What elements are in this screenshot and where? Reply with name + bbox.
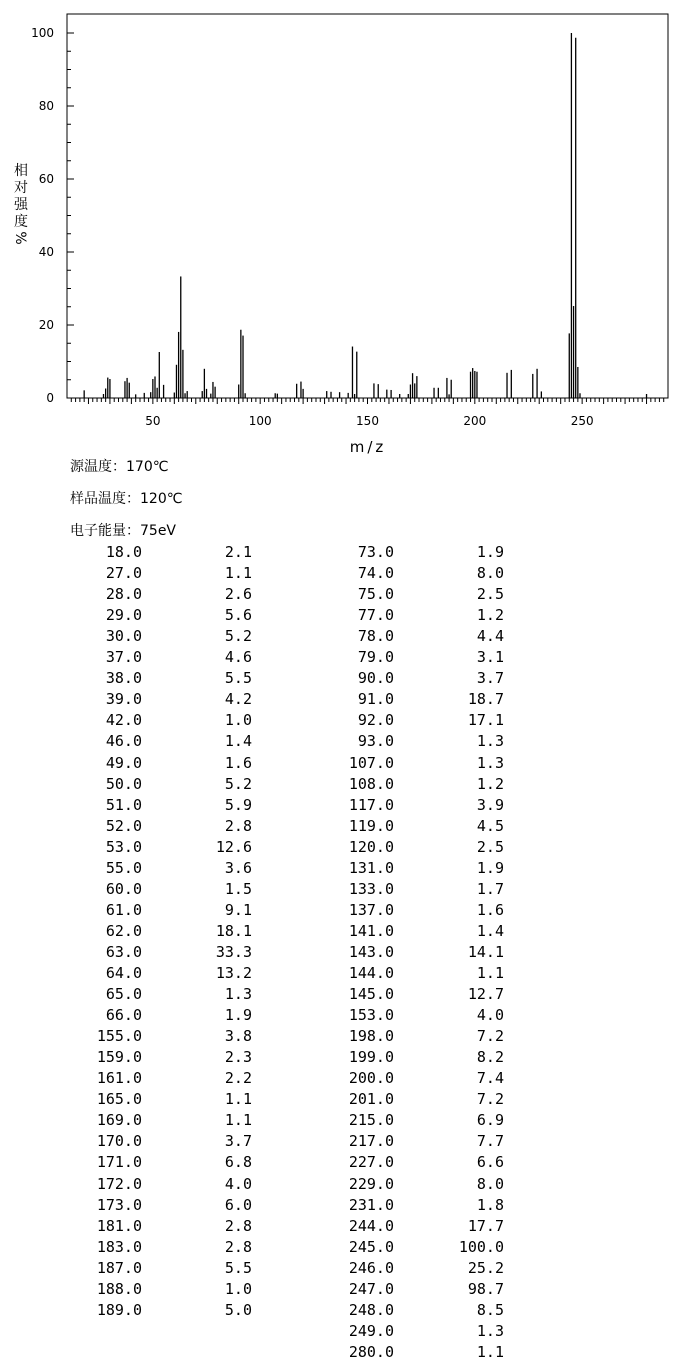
- table-row: [0, 669, 680, 690]
- y-tick-label: 60: [38, 172, 54, 186]
- intensity-cell: 5.5: [224, 1258, 252, 1277]
- intensity-cell: 2.8: [224, 1216, 252, 1235]
- intensity-cell: 7.2: [476, 1027, 504, 1046]
- mz-cell: 65.0: [105, 985, 142, 1004]
- mz-cell: 78.0: [357, 627, 394, 646]
- mz-cell: 183.0: [96, 1237, 142, 1256]
- table-row: [0, 1301, 680, 1322]
- intensity-cell: 1.7: [476, 879, 504, 898]
- mz-cell: 173.0: [96, 1195, 142, 1214]
- table-row: [0, 1069, 680, 1090]
- mz-cell: 246.0: [348, 1258, 394, 1277]
- mz-cell: 159.0: [96, 1048, 142, 1067]
- mz-cell: 172.0: [96, 1174, 142, 1193]
- mz-cell: 189.0: [96, 1300, 142, 1319]
- table-row: [0, 1196, 680, 1217]
- intensity-cell: 2.2: [224, 1069, 252, 1088]
- table-row: [0, 985, 680, 1006]
- spectrum-bars: [84, 33, 646, 398]
- intensity-cell: 3.1: [476, 648, 504, 667]
- mz-cell: 39.0: [105, 690, 142, 709]
- y-axis-label-char: 度: [14, 214, 28, 230]
- mz-cell: 38.0: [105, 669, 142, 688]
- intensity-cell: 98.7: [467, 1279, 504, 1298]
- intensity-cell: 1.2: [476, 774, 504, 793]
- mz-cell: 42.0: [105, 711, 142, 730]
- mz-cell: 119.0: [348, 816, 394, 835]
- intensity-cell: 1.3: [476, 753, 504, 772]
- table-row: [0, 606, 680, 627]
- mz-cell: 90.0: [357, 669, 394, 688]
- y-tick-label: 20: [38, 318, 54, 332]
- mz-cell: 73.0: [357, 543, 394, 561]
- mz-cell: 171.0: [96, 1153, 142, 1172]
- intensity-cell: 9.1: [224, 900, 252, 919]
- mz-cell: 169.0: [96, 1111, 142, 1130]
- intensity-cell: 4.4: [476, 627, 504, 646]
- intensity-cell: 100.0: [458, 1237, 504, 1256]
- intensity-cell: 4.6: [224, 648, 252, 667]
- table-row: [0, 627, 680, 648]
- intensity-cell: 1.9: [476, 858, 504, 877]
- intensity-cell: 8.2: [476, 1048, 504, 1067]
- intensity-cell: 4.0: [224, 1174, 252, 1193]
- y-axis-label: [12, 162, 29, 245]
- intensity-cell: 2.1: [224, 543, 252, 561]
- intensity-cell: 1.1: [224, 1090, 252, 1109]
- intensity-cell: 2.3: [224, 1048, 252, 1067]
- mz-cell: 92.0: [357, 711, 394, 730]
- mz-cell: 201.0: [348, 1090, 394, 1109]
- intensity-cell: 18.1: [215, 921, 252, 940]
- mz-cell: 181.0: [96, 1216, 142, 1235]
- mz-cell: 49.0: [105, 753, 142, 772]
- intensity-cell: 3.7: [224, 1132, 252, 1151]
- mz-cell: 52.0: [105, 816, 142, 835]
- electron-energy: 电子能量：75eV: [70, 523, 177, 539]
- intensity-cell: 1.8: [476, 1195, 504, 1214]
- x-tick-label: 250: [570, 414, 594, 428]
- mz-cell: 120.0: [348, 837, 394, 856]
- intensity-cell: 1.1: [224, 1111, 252, 1130]
- mz-cell: 247.0: [348, 1279, 394, 1298]
- intensity-cell: 14.1: [467, 942, 504, 961]
- mz-cell: 93.0: [357, 732, 394, 751]
- intensity-cell: 6.6: [476, 1153, 504, 1172]
- table-row: [0, 1217, 680, 1238]
- table-row: [0, 964, 680, 985]
- intensity-cell: 6.9: [476, 1111, 504, 1130]
- intensity-cell: 2.6: [224, 585, 252, 604]
- mz-cell: 63.0: [105, 942, 142, 961]
- mz-cell: 50.0: [105, 774, 142, 793]
- intensity-cell: 1.5: [224, 879, 252, 898]
- mz-cell: 117.0: [348, 795, 394, 814]
- intensity-cell: 1.3: [224, 985, 252, 1004]
- mz-cell: 215.0: [348, 1111, 394, 1130]
- intensity-cell: 3.6: [224, 858, 252, 877]
- table-row: [0, 775, 680, 796]
- intensity-cell: 7.2: [476, 1090, 504, 1109]
- mz-cell: 170.0: [96, 1132, 142, 1151]
- plot-border: [67, 14, 668, 398]
- intensity-cell: 1.4: [224, 732, 252, 751]
- intensity-cell: 6.8: [224, 1153, 252, 1172]
- intensity-cell: 3.8: [224, 1027, 252, 1046]
- y-tick-label: 40: [38, 245, 54, 259]
- mz-cell: 245.0: [348, 1237, 394, 1256]
- table-row: [0, 1090, 680, 1111]
- table-row: [0, 1006, 680, 1027]
- table-row: [0, 1259, 680, 1280]
- mz-cell: 133.0: [348, 879, 394, 898]
- mz-cell: 153.0: [348, 1006, 394, 1025]
- intensity-cell: 8.5: [476, 1300, 504, 1319]
- mz-cell: 249.0: [348, 1321, 394, 1340]
- mz-cell: 229.0: [348, 1174, 394, 1193]
- intensity-cell: 1.2: [476, 606, 504, 625]
- mz-cell: 108.0: [348, 774, 394, 793]
- intensity-cell: 2.5: [476, 585, 504, 604]
- table-row: [0, 1175, 680, 1196]
- x-axis: [71, 398, 663, 428]
- intensity-cell: 1.9: [224, 1006, 252, 1025]
- x-tick-label: 100: [248, 414, 272, 428]
- intensity-cell: 1.4: [476, 921, 504, 940]
- intensity-cell: 5.2: [224, 774, 252, 793]
- table-row: [0, 711, 680, 732]
- mz-cell: 248.0: [348, 1300, 394, 1319]
- mz-cell: 137.0: [348, 900, 394, 919]
- table-row: [0, 1322, 680, 1343]
- intensity-cell: 33.3: [215, 942, 252, 961]
- intensity-cell: 1.1: [476, 1342, 504, 1361]
- table-row: [0, 1111, 680, 1132]
- mz-cell: 165.0: [96, 1090, 142, 1109]
- x-tick-label: 50: [145, 414, 161, 428]
- intensity-cell: 2.8: [224, 1237, 252, 1256]
- mz-cell: 188.0: [96, 1279, 142, 1298]
- table-row: [0, 901, 680, 922]
- mz-cell: 75.0: [357, 585, 394, 604]
- intensity-cell: 3.7: [476, 669, 504, 688]
- mz-cell: 144.0: [348, 964, 394, 982]
- y-axis-label-char: 相: [14, 163, 28, 179]
- y-tick-label: 80: [38, 99, 54, 113]
- mz-cell: 131.0: [348, 858, 394, 877]
- x-axis-label: m/z: [349, 438, 387, 456]
- plot-frame: [67, 14, 668, 398]
- intensity-cell: 5.9: [224, 795, 252, 814]
- intensity-cell: 1.3: [476, 1321, 504, 1340]
- table-row: [0, 943, 680, 964]
- y-tick-label: 100: [31, 26, 54, 40]
- mz-cell: 28.0: [105, 585, 142, 604]
- intensity-cell: 1.9: [476, 543, 504, 561]
- mz-cell: 55.0: [105, 858, 142, 877]
- table-row: [0, 754, 680, 775]
- x-tick-label: 150: [356, 414, 379, 428]
- intensity-cell: 6.0: [224, 1195, 252, 1214]
- mz-cell: 18.0: [105, 543, 142, 561]
- intensity-cell: 17.7: [467, 1216, 504, 1235]
- intensity-cell: 4.2: [224, 690, 252, 709]
- table-row: [0, 1238, 680, 1259]
- intensity-cell: 2.5: [476, 837, 504, 856]
- intensity-cell: 25.2: [467, 1258, 504, 1277]
- mz-cell: 74.0: [357, 564, 394, 583]
- mz-cell: 53.0: [105, 837, 142, 856]
- intensity-cell: 1.1: [224, 564, 252, 583]
- y-axis-label-char: 强: [14, 197, 28, 213]
- intensity-cell: 1.6: [224, 753, 252, 772]
- mz-cell: 61.0: [105, 900, 142, 919]
- intensity-cell: 1.0: [224, 1279, 252, 1298]
- intensity-cell: 5.2: [224, 627, 252, 646]
- intensity-cell: 5.0: [224, 1300, 252, 1319]
- mz-cell: 107.0: [348, 753, 394, 772]
- intensity-cell: 4.5: [476, 816, 504, 835]
- intensity-cell: 2.8: [224, 816, 252, 835]
- mz-cell: 155.0: [96, 1027, 142, 1046]
- source-temperature: 源温度：170℃: [70, 459, 169, 475]
- table-row: [0, 1132, 680, 1153]
- intensity-cell: 7.4: [476, 1069, 504, 1088]
- table-row: [0, 1027, 680, 1048]
- intensity-cell: 5.5: [224, 669, 252, 688]
- mz-cell: 66.0: [105, 1006, 142, 1025]
- mz-cell: 187.0: [96, 1258, 142, 1277]
- table-row: [0, 648, 680, 669]
- table-row: [0, 838, 680, 859]
- intensity-cell: 12.6: [215, 837, 252, 856]
- mz-cell: 200.0: [348, 1069, 394, 1088]
- table-row: [0, 1153, 680, 1174]
- y-axis: [31, 26, 74, 405]
- mz-cell: 91.0: [357, 690, 394, 709]
- mz-cell: 280.0: [348, 1342, 394, 1361]
- mz-cell: 217.0: [348, 1132, 394, 1151]
- mz-cell: 64.0: [105, 964, 142, 982]
- table-row: [0, 585, 680, 606]
- table-row: [0, 817, 680, 838]
- mz-cell: 62.0: [105, 921, 142, 940]
- table-row: [0, 1048, 680, 1069]
- mz-cell: 244.0: [348, 1216, 394, 1235]
- mz-cell: 231.0: [348, 1195, 394, 1214]
- intensity-cell: 5.6: [224, 606, 252, 625]
- table-row: [0, 859, 680, 880]
- intensity-cell: 12.7: [467, 985, 504, 1004]
- mz-cell: 161.0: [96, 1069, 142, 1088]
- intensity-cell: 1.1: [476, 964, 504, 982]
- table-row: [0, 880, 680, 901]
- mz-cell: 27.0: [105, 564, 142, 583]
- intensity-cell: 7.7: [476, 1132, 504, 1151]
- intensity-cell: 1.3: [476, 732, 504, 751]
- table-row: [0, 1280, 680, 1301]
- table-row: [0, 543, 680, 564]
- intensity-cell: 1.0: [224, 711, 252, 730]
- intensity-cell: 3.9: [476, 795, 504, 814]
- intensity-cell: 8.0: [476, 564, 504, 583]
- intensity-cell: 17.1: [467, 711, 504, 730]
- mz-cell: 198.0: [348, 1027, 394, 1046]
- mz-cell: 199.0: [348, 1048, 394, 1067]
- mz-cell: 77.0: [357, 606, 394, 625]
- intensity-cell: 8.0: [476, 1174, 504, 1193]
- y-axis-label-char: 对: [14, 180, 28, 196]
- intensity-cell: 1.6: [476, 900, 504, 919]
- table-row: [0, 732, 680, 753]
- table-row: [0, 690, 680, 711]
- y-tick-label: 0: [46, 391, 54, 405]
- intensity-cell: 13.2: [215, 964, 252, 982]
- table-row: [0, 922, 680, 943]
- mz-cell: 79.0: [357, 648, 394, 667]
- table-row: [0, 796, 680, 817]
- mz-cell: 141.0: [348, 921, 394, 940]
- mz-cell: 145.0: [348, 985, 394, 1004]
- mz-cell: 29.0: [105, 606, 142, 625]
- intensity-cell: 4.0: [476, 1006, 504, 1025]
- mz-cell: 30.0: [105, 627, 142, 646]
- intensity-cell: 18.7: [467, 690, 504, 709]
- mz-cell: 143.0: [348, 942, 394, 961]
- y-axis-label-char: %: [12, 231, 28, 245]
- mass-spectrum-chart: [0, 0, 680, 460]
- mz-cell: 37.0: [105, 648, 142, 667]
- mz-cell: 227.0: [348, 1153, 394, 1172]
- mz-cell: 60.0: [105, 879, 142, 898]
- mz-cell: 51.0: [105, 795, 142, 814]
- table-row: [0, 564, 680, 585]
- x-tick-label: 200: [463, 414, 487, 428]
- sample-temperature: 样品温度：120℃: [70, 491, 183, 507]
- mz-cell: 46.0: [105, 732, 142, 751]
